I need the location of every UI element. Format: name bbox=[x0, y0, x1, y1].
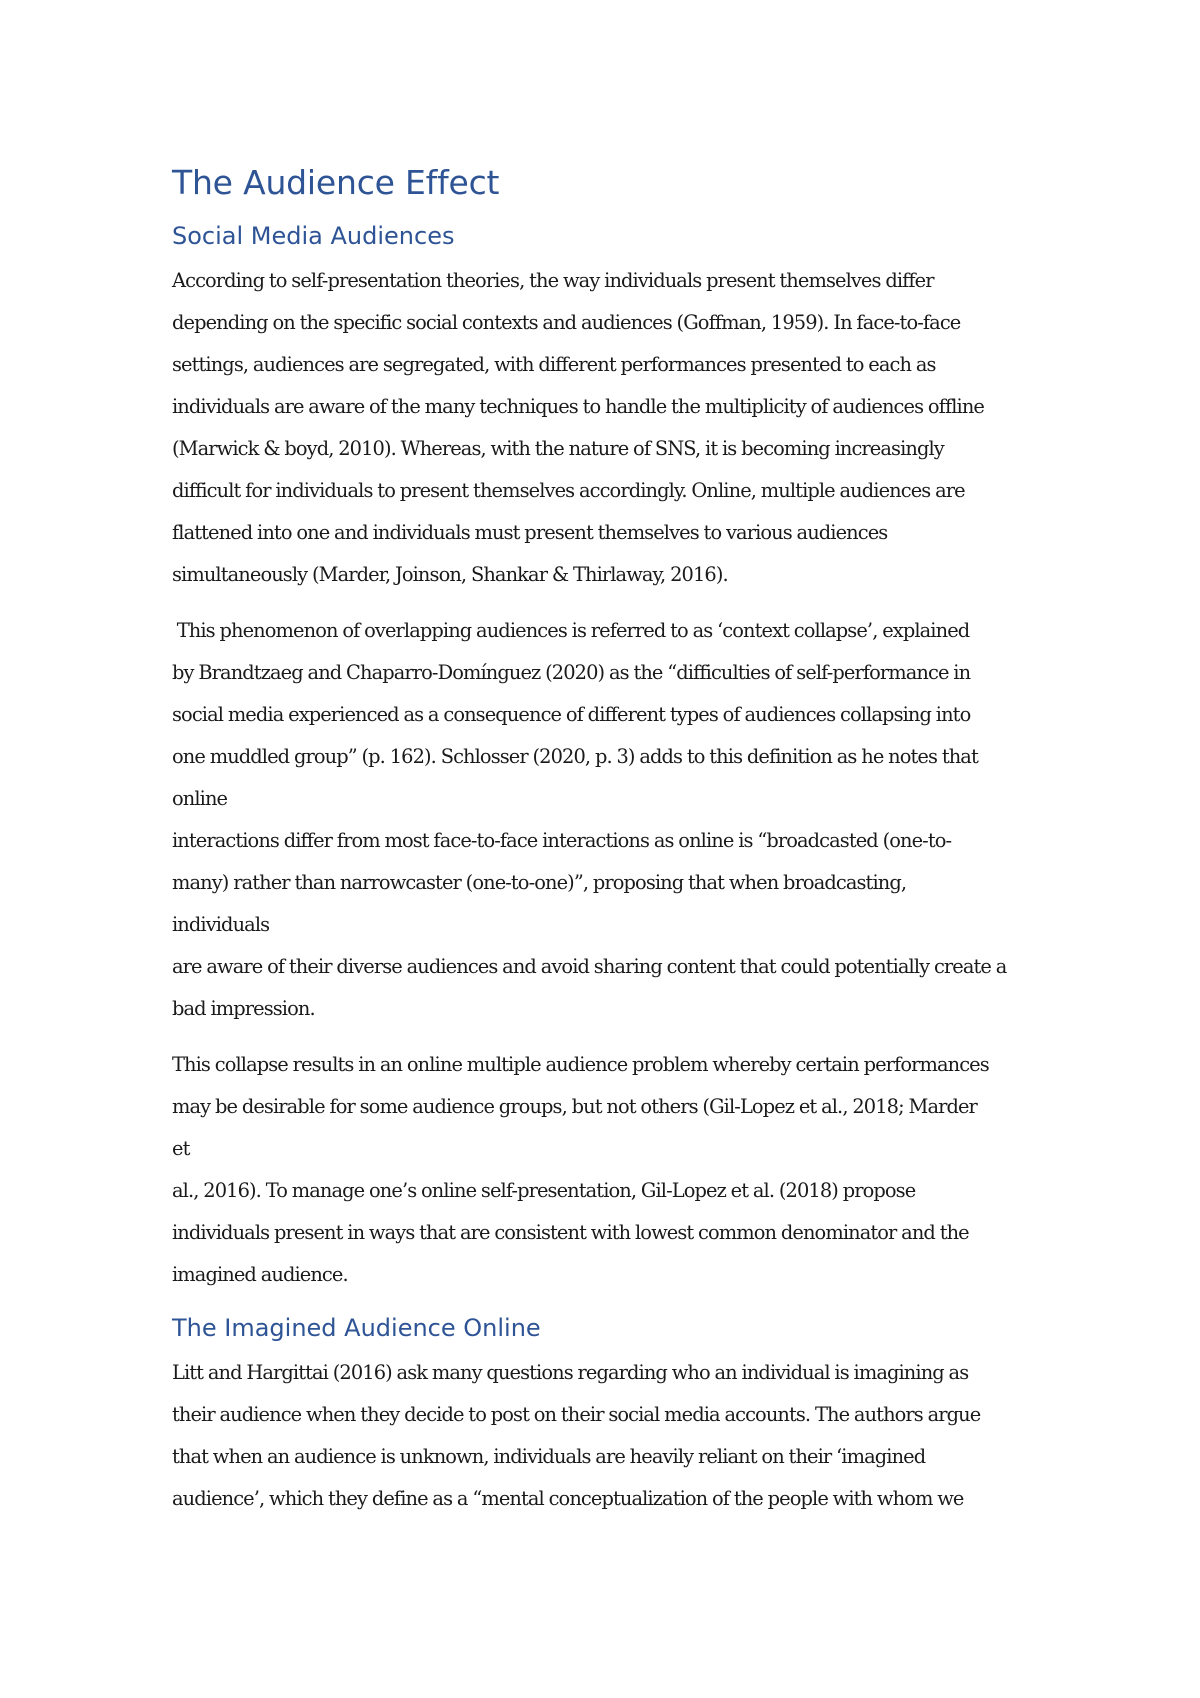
paragraph bbox=[172, 260, 1042, 596]
text-line: individuals are aware of the many techniques to handle the multiplicity of audiences offline bbox=[172, 395, 985, 418]
text-line: audience’, which they define as a “mental conceptualization of the people with whom we bbox=[172, 1487, 964, 1510]
page-title: The Audience Effect bbox=[172, 163, 500, 202]
text-line: This phenomenon of overlapping audiences is referred to as ‘context collapse’, explained bbox=[172, 619, 970, 642]
text-line: online bbox=[172, 787, 228, 810]
section-heading-social-media-audiences: Social Media Audiences bbox=[172, 222, 455, 250]
text-line: by Brandtzaeg and Chaparro-Domínguez (2020) as the “difficulties of self-performance in bbox=[172, 661, 971, 684]
text-line: Litt and Hargittai (2016) ask many questions regarding who an individual is imagining as bbox=[172, 1361, 969, 1384]
paragraph bbox=[172, 1044, 1042, 1296]
text-line: bad impression. bbox=[172, 997, 315, 1020]
text-line: flattened into one and individuals must present themselves to various audiences bbox=[172, 521, 888, 544]
paragraph bbox=[172, 610, 1042, 1030]
text-line: many) rather than narrowcaster (one-to-one)”, proposing that when broadcasting, bbox=[172, 871, 907, 894]
text-line: individuals bbox=[172, 913, 270, 936]
section-heading-imagined-audience-online: The Imagined Audience Online bbox=[172, 1314, 541, 1342]
text-line: al., 2016). To manage one’s online self-presentation, Gil-Lopez et al. (2018) propose bbox=[172, 1179, 916, 1202]
text-line: settings, audiences are segregated, with different performances presented to each as bbox=[172, 353, 936, 376]
text-line: are aware of their diverse audiences and avoid sharing content that could potentially create a bbox=[172, 955, 1007, 978]
text-line: According to self-presentation theories, the way individuals present themselves differ bbox=[172, 269, 934, 292]
text-line: simultaneously (Marder, Joinson, Shankar & Thirlaway, 2016). bbox=[172, 563, 728, 586]
text-line: one muddled group” (p. 162). Schlosser (2020, p. 3) adds to this definition as he notes that bbox=[172, 745, 978, 768]
text-line: imagined audience. bbox=[172, 1263, 348, 1286]
text-line: This collapse results in an online multiple audience problem whereby certain performances bbox=[172, 1053, 989, 1076]
text-line: interactions differ from most face-to-face interactions as online is “broadcasted (one-to- bbox=[172, 829, 952, 852]
text-line: (Marwick & boyd, 2010). Whereas, with the nature of SNS, it is becoming increasingly bbox=[172, 437, 944, 460]
text-line: depending on the specific social contexts and audiences (Goffman, 1959). In face-to-face bbox=[172, 311, 961, 334]
text-line: that when an audience is unknown, individuals are heavily reliant on their ‘imagined bbox=[172, 1445, 926, 1468]
text-line: may be desirable for some audience groups, but not others (Gil-Lopez et al., 2018; Marder bbox=[172, 1095, 977, 1118]
text-line: social media experienced as a consequence of different types of audiences collapsing into bbox=[172, 703, 971, 726]
document-body bbox=[172, 160, 1042, 1534]
text-line: individuals present in ways that are consistent with lowest common denominator and the bbox=[172, 1221, 969, 1244]
paragraph bbox=[172, 1352, 1042, 1520]
text-line: et bbox=[172, 1137, 190, 1160]
text-line: difficult for individuals to present themselves accordingly. Online, multiple audiences are bbox=[172, 479, 965, 502]
text-line: their audience when they decide to post on their social media accounts. The authors argue bbox=[172, 1403, 981, 1426]
